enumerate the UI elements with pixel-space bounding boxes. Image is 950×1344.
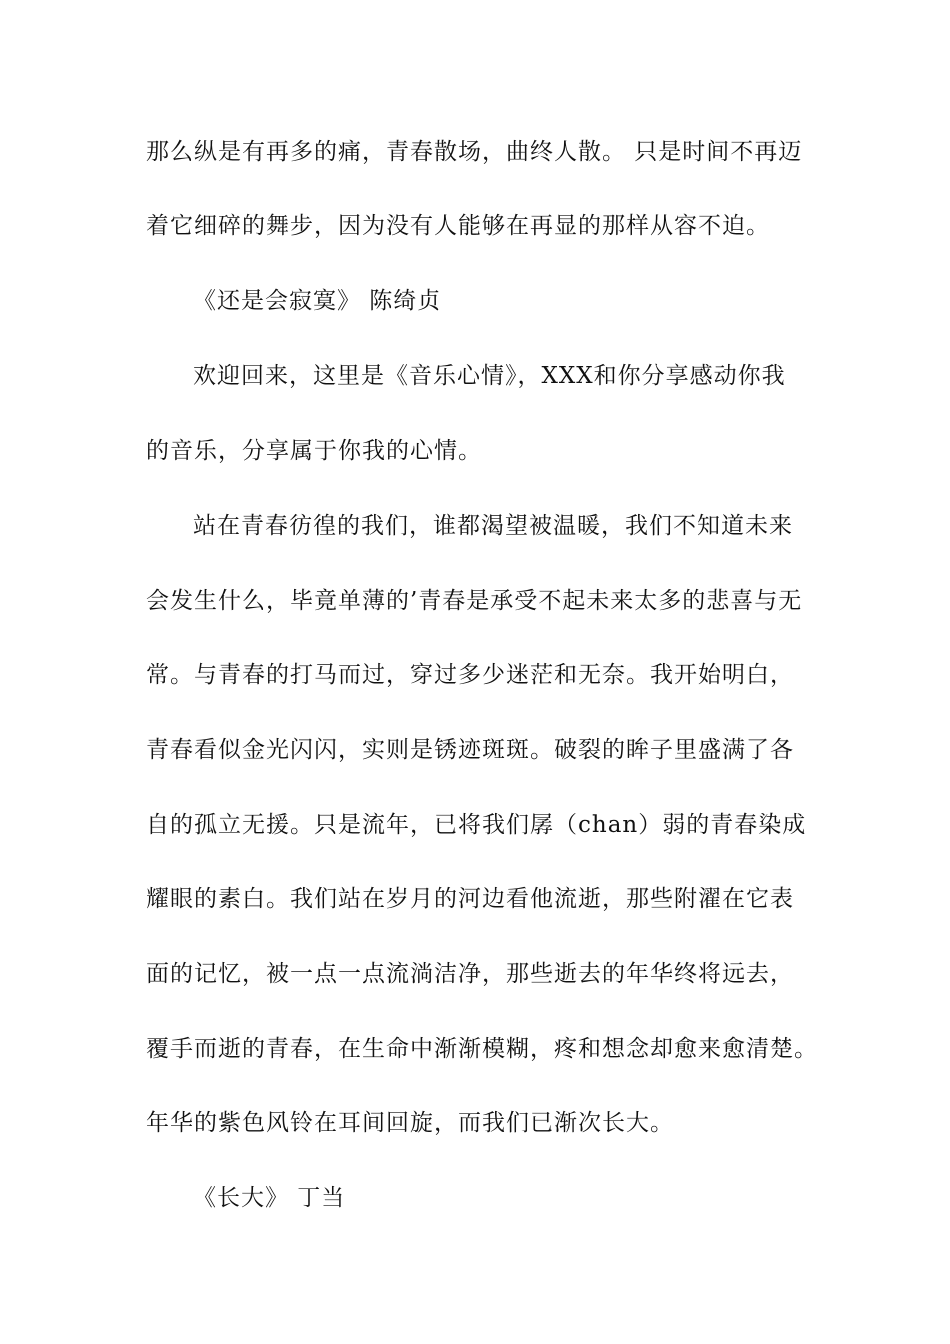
- text-line-10: 自的孤立无援。只是流年，已将我们孱（chan）弱的青春染成: [146, 812, 807, 838]
- text-line-8: 常。与青春的打马而过，穿过多少迷茫和无奈。我开始明白，: [146, 662, 794, 688]
- song-title-heading: 《长大》 丁当: [193, 1185, 346, 1211]
- text-line-7: 会发生什么，毕竟单薄的’青春是承受不起未来太多的悲喜与无: [146, 588, 803, 614]
- text-line-13: 覆手而逝的青春，在生命中渐渐模糊，疼和想念却愈来愈清楚。: [146, 1036, 818, 1062]
- text-line-6: 站在青春彷徨的我们，谁都渴望被温暖，我们不知道未来: [193, 513, 793, 539]
- text-line-14: 年华的紫色风铃在耳间回旋，而我们已渐次长大。: [146, 1110, 674, 1136]
- text-line-9: 青春看似金光闪闪，实则是锈迹斑斑。破裂的眸子里盛满了各: [146, 737, 794, 763]
- text-line-12: 面的记忆，被一点一点流淌洁净，那些逝去的年华终将远去，: [146, 961, 794, 987]
- text-line-11: 耀眼的素白。我们站在岁月的河边看他流逝，那些附濯在它表: [146, 886, 794, 912]
- text-line-1: 那么纵是有再多的痛，青春散场，曲终人散。 只是时间不再迈: [146, 139, 803, 165]
- song-title-heading: 《还是会寂寞》 陈绮贞: [193, 288, 442, 314]
- text-line-2: 着它细碎的舞步，因为没有人能够在再显的那样从容不迫。: [146, 213, 770, 239]
- text-line-4: 欢迎回来，这里是《音乐心情》，XXX和你分享感动你我: [193, 363, 786, 389]
- text-line-5: 的音乐，分享属于你我的心情。: [146, 438, 482, 464]
